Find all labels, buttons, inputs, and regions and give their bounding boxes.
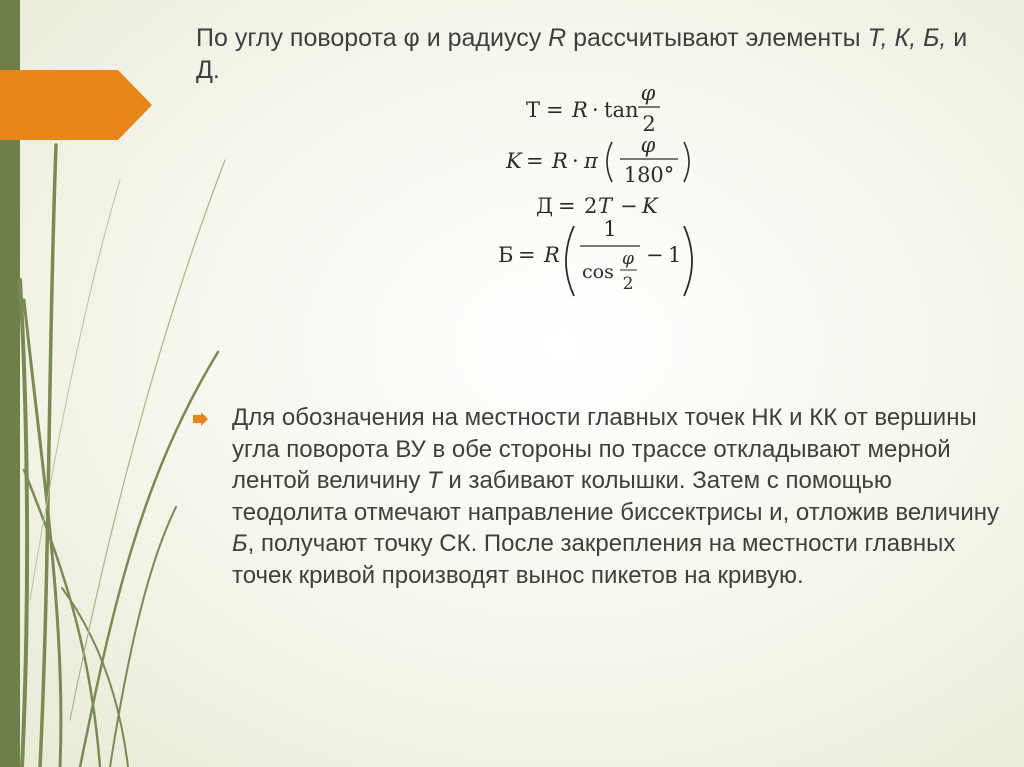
- formula-d: [536, 194, 659, 218]
- svg-text:tan: tan: [604, 98, 639, 122]
- svg-text:180°: 180°: [623, 163, 675, 187]
- svg-text:R: R: [572, 98, 588, 122]
- svg-text:1: 1: [668, 243, 682, 267]
- intro-text: По углу поворота φ и радиусу R рассчитывают элементы Т, К, Б, и Д.: [196, 24, 968, 84]
- svg-text:φ: φ: [640, 133, 656, 157]
- svg-text:cos: cos: [582, 261, 614, 283]
- svg-text:φ: φ: [640, 86, 656, 105]
- svg-text:=: =: [518, 243, 536, 267]
- orange-arrow-tab: [0, 70, 160, 140]
- svg-text:·: ·: [572, 149, 579, 173]
- svg-text:=: =: [546, 98, 564, 122]
- svg-text:Т: Т: [526, 98, 541, 122]
- svg-text:K: K: [506, 149, 522, 173]
- svg-text:Б: Б: [498, 243, 514, 267]
- formula-block: [470, 86, 730, 306]
- svg-text:R: R: [544, 243, 560, 267]
- svg-text:−: −: [646, 243, 664, 267]
- svg-text:−: −: [620, 194, 638, 218]
- bullet-paragraph: Для обозначения на местности главных точек НК и КК от вершины угла поворота ВУ в обе стороны по трассе откладывают мерной лентой величину Т и забивают колышки. Затем с помощью теодолита отмечают направление биссектрисы и, отложив величину Б, получают точку СК. После закрепления на местности главных точек кривой производят вынос пикетов на кривую.: [232, 404, 1000, 589]
- svg-text:=: =: [558, 194, 576, 218]
- svg-text:1: 1: [603, 217, 617, 241]
- arrow-bullet-icon: [193, 412, 209, 426]
- svg-text:2: 2: [642, 112, 656, 136]
- formula-b: [498, 217, 692, 296]
- formula-t: [526, 86, 660, 136]
- svg-text:K: K: [642, 194, 658, 218]
- svg-text:·: ·: [592, 98, 599, 122]
- svg-text:2: 2: [622, 274, 634, 294]
- svg-text:2: 2: [584, 194, 598, 218]
- svg-text:Д: Д: [536, 194, 554, 218]
- svg-text:T: T: [598, 194, 613, 218]
- svg-text:φ: φ: [622, 249, 634, 269]
- svg-text:R: R: [552, 149, 568, 173]
- svg-text:=: =: [526, 149, 544, 173]
- formula-k: [505, 133, 689, 187]
- svg-text:π: π: [584, 149, 598, 173]
